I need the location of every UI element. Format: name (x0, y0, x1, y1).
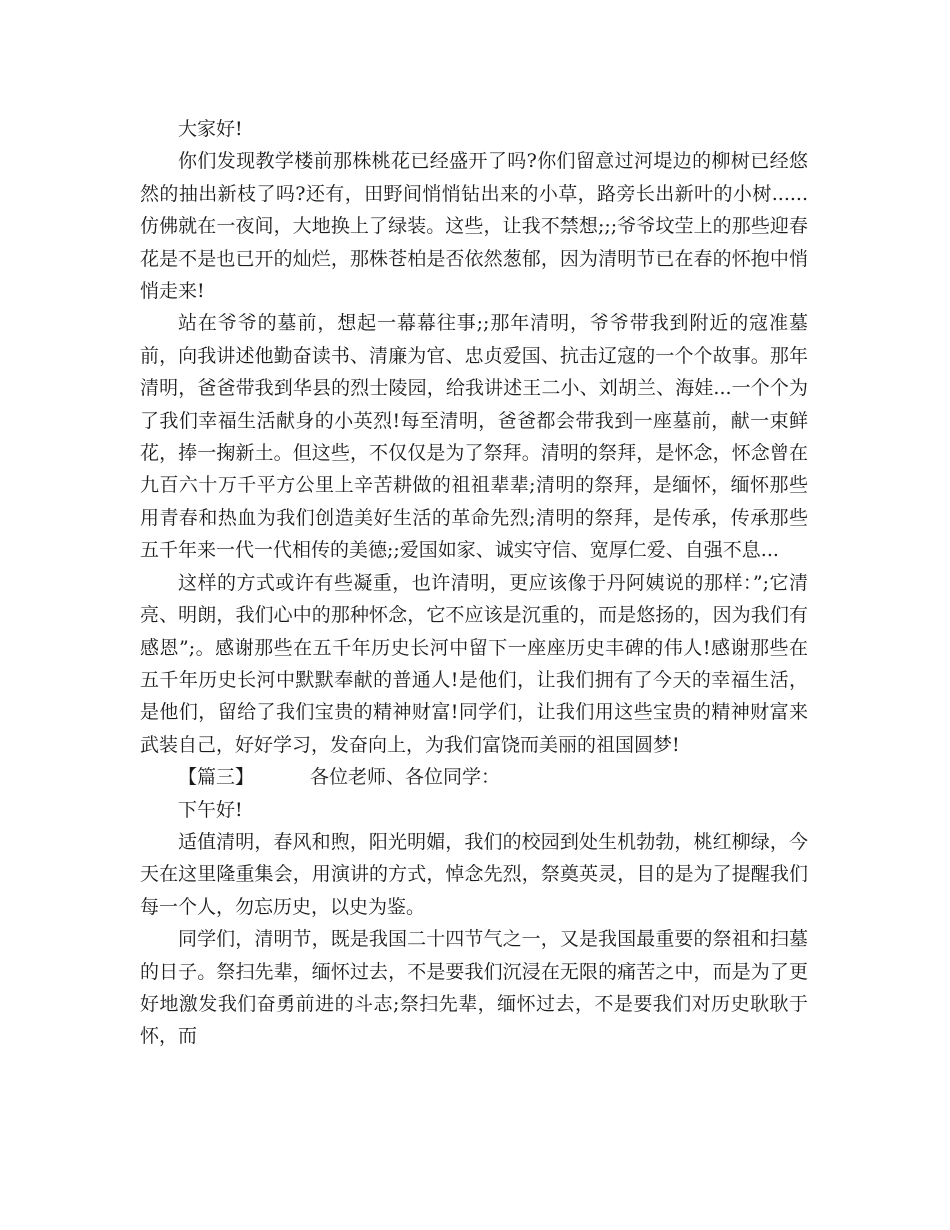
paragraph-qingming-festival: 同学们，清明节，既是我国二十四节气之一，又是我国最重要的祭祖和扫墓的日子。祭扫先辈，缅怀过去，不是要我们沉浸在无限的痛苦之中，而是为了更好地激发我们奋勇前进的斗志;祭扫先辈，缅怀过去，不是要我们对历史耿耿于怀，而 (140, 928, 808, 1048)
document-body (140, 113, 808, 1053)
paragraph-greeting: 大家好! (178, 118, 243, 140)
paragraph-spring: 你们发现教学楼前那株桃花已经盛开了吗?你们留意过河堤边的柳树已经悠然的抽出新枝了吗?还有，田野间悄悄钻出来的小草，路旁长出新叶的小树......仿佛就在一夜间，大地换上了绿装。这些，让我不禁想;;;爷爷坟茔上的那些迎春花是不是也已开的灿烂，那株苍柏是否依然葱郁，因为清明节已在春的怀抱中悄悄走来! (140, 150, 808, 303)
paragraph-grandfather-tomb: 站在爷爷的墓前，想起一幕幕往事;;那年清明，爷爷带我到附近的寇准墓前，向我讲述他勤奋读书、清廉为官、忠贞爱国、抗击辽寇的一个个故事。那年清明，爸爸带我到华县的烈士陵园，给我讲述王二小、刘胡兰、海娃...一个个为了我们幸福生活献身的小英烈!每至清明，爸爸都会带我到一座墓前，献一束鲜花，捧一掬新土。但这些，不仅仅是为了祭拜。清明的祭拜，是怀念，怀念曾在九百六十万千平方公里上辛苦耕做的祖祖辈辈;清明的祭拜，是缅怀，缅怀那些用青春和热血为我们创造美好生活的革命先烈;清明的祭拜，是传承，传承那些五千年来一代一代相传的美德;;爱国如家、诚实守信、宽厚仁爱、自强不息... (140, 312, 808, 562)
section-heading (140, 761, 808, 793)
paragraph-gratitude: 这样的方式或许有些凝重，也许清明，更应该像于丹阿姨说的那样：”;它清亮、明朗，我们心中的那种怀念，它不应该是沉重的，而是悠扬的，因为我们有感恩”;。感谢那些在五千年历史长河中留下一座座历史丰碑的伟人!感谢那些在五千年历史长河中默默奉献的普通人!是他们，让我们拥有了今天的幸福生活，是他们，留给了我们宝贵的精神财富!同学们，让我们用这些宝贵的精神财富来武装自己，好好学习，发奋向上，为我们富饶而美丽的祖国圆梦! (140, 571, 808, 756)
paragraph-qingming-gathering: 适值清明，春风和煦，阳光明媚，我们的校园到处生机勃勃，桃红柳绿，今天在这里隆重集会，用演讲的方式，悼念先烈，祭奠英灵，目的是为了提醒我们每一个人，勿忘历史，以史为鉴。 (140, 830, 808, 918)
section-title: 【篇三】 (178, 766, 255, 789)
paragraph-afternoon-greeting: 下午好! (178, 798, 243, 821)
section-greeting: 各位老师、各位同学： (310, 766, 501, 789)
